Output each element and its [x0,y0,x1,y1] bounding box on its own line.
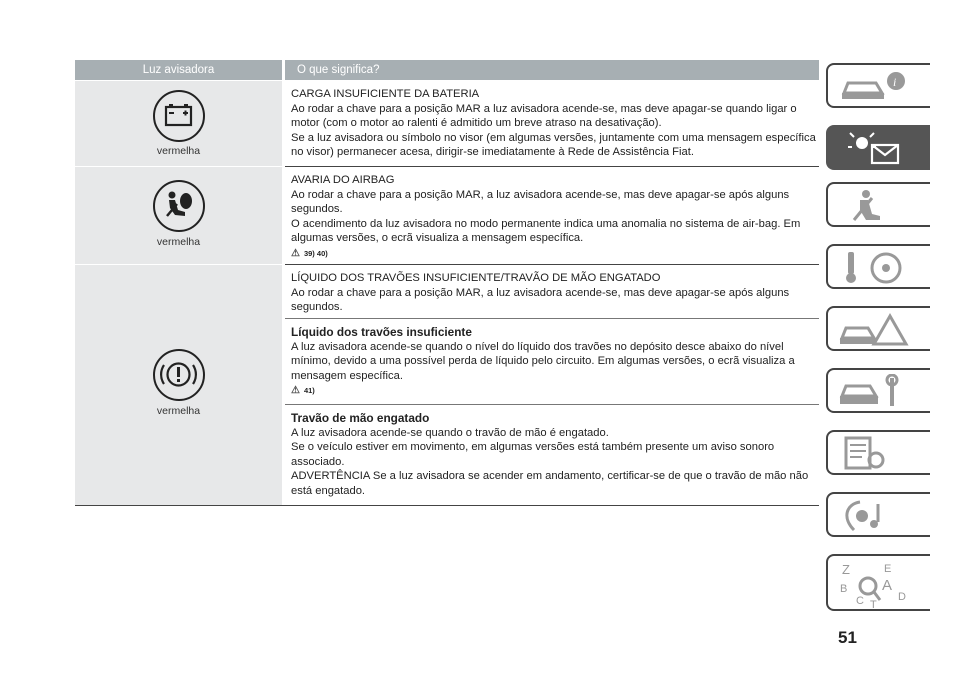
warning-triangle-icon: ⚠ [291,247,300,259]
car-accident-warning-icon [838,312,918,348]
row3-sub1-note-refs: 41) [303,386,315,396]
row2-note-refs: 39) 40) [303,248,328,258]
page-number: 51 [838,628,857,647]
lamp-color-label: vermelha [156,145,201,157]
document-gear-icon [838,436,918,472]
alphabetical-index-icon [838,560,918,610]
row3-description [291,271,817,315]
row3-sub1 [291,325,817,399]
index-letter: A [882,577,893,594]
row3-sub2-title: Travão de mão engatado [291,411,430,425]
row2-note [291,247,817,262]
warning-light-message-icon [838,131,918,167]
lamp-color-label: vermelha [156,236,201,248]
header-warning-light: Luz avisadora [75,60,282,80]
row3-title: LÍQUIDO DOS TRAVÕES INSUFICIENTE/TRAVÃO DE MÃO ENGATADO [291,272,661,284]
tab-technical-data[interactable] [826,430,930,475]
row2-title: AVARIA DO AIRBAG [291,174,395,186]
tab-multimedia[interactable] [826,492,930,537]
index-letter: D [898,591,906,603]
airbag-icon [155,182,202,229]
index-letter: B [840,583,848,595]
row3-sub1-title: Líquido dos travões insuficiente [291,325,472,339]
row3-text: Ao rodar a chave para a posição MAR, a luz avisadora acende-se, mas deve apagar-se após alguns segundos. [291,286,790,314]
brake-lamp [153,349,205,401]
seat-safety-icon [838,188,918,224]
row2-text: Ao rodar a chave para a posição MAR, a luz avisadora acende-se, mas deve apagar-se após alguns segundos. O acendimento da luz avisadora no modo permanente indica uma anomalia no sistema de air-bag. Em algumas versões, o ecrã visualiza a mensagem específica. [291,188,801,245]
table-bottom-rule [75,505,819,506]
row1-title: CARGA INSUFICIENTE DA BATERIA [291,88,480,100]
row3-sub2-text: A luz avisadora acende-se quando o travão de mão é engatado. Se o veículo estiver em movimento, em algumas versões está também presente um aviso sonoro associado. ADVERTÊNCIA Se a luz avisadora se acender em andamento, certificar-se de que o travão de mão não está engatado. [291,426,809,497]
tab-safety[interactable] [826,182,930,227]
tab-car-info[interactable] [826,63,930,108]
warning-triangle-icon: ⚠ [291,385,300,397]
car-info-icon [838,69,918,105]
row-divider [285,264,819,265]
row3-sub1-text: A luz avisadora acende-se quando o nível do líquido dos travões no depósito desce abaixo do nível mínimo, devido a uma possível perda de líquido pelo circuito. Em algumas versões, o ecrã visualiza a mensagem específica. [291,340,795,382]
tab-maintenance[interactable] [826,368,930,413]
row1-text: Ao rodar a chave para a posição MAR a luz avisadora acende-se, mas deve apagar-se quando ligar o motor (com o motor ao ralenti é admitido um breve atraso na desativação). Se a luz avisadora ou símbolo no visor (em algumas versões, juntamente com uma mensagem específica no visor) permanecer acesa, dirigir-se imediatamente à Rede de Assistência Fiat. [291,102,816,159]
index-letter: E [884,563,892,575]
index-letter: T [870,599,877,610]
tab-index[interactable] [826,554,930,611]
svg-text:i: i [893,75,897,89]
brake-warning-icon [155,351,202,398]
battery-lamp [153,90,205,142]
sub-divider [285,404,819,405]
row3-sub2 [291,411,817,499]
header-meaning: O que significa? [285,60,819,80]
lamp-color-label: vermelha [156,405,201,417]
index-letter: C [856,595,864,607]
battery-icon [155,92,202,139]
multimedia-icon [838,498,918,534]
tab-warning-lights[interactable] [826,125,930,170]
index-letter: Z [842,562,850,577]
row2-description [291,173,817,262]
sub-divider [285,318,819,319]
tab-emergency[interactable] [826,306,930,351]
airbag-lamp [153,180,205,232]
row3-sub1-note [291,384,817,399]
car-tools-icon [838,374,918,410]
tab-starting-driving[interactable] [826,244,930,289]
row-divider [285,166,819,167]
key-steering-wheel-icon [838,250,918,286]
row1-description [291,87,817,160]
